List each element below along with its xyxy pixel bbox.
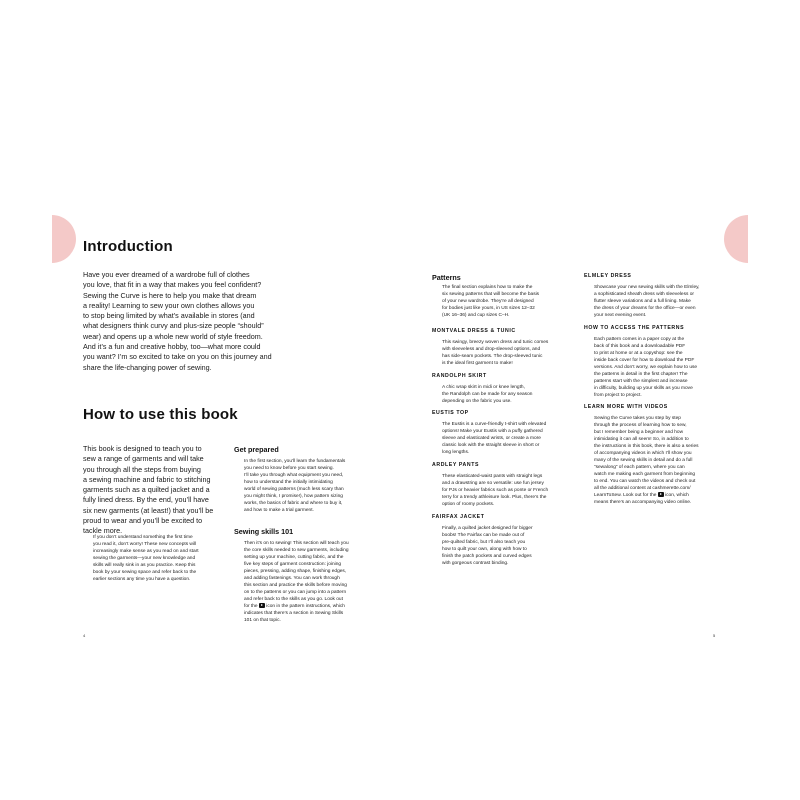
- ardley-text: [442, 473, 577, 508]
- eustis-text: [442, 421, 577, 456]
- video-play-icon: [658, 492, 664, 497]
- text-line: you read it, don’t worry! These new concepts will: [93, 542, 197, 547]
- patterns-text: [442, 284, 577, 319]
- text-line: increasingly make sense as you read on and start: [93, 549, 199, 554]
- text-line: patterns start with the simplest and increase: [594, 379, 688, 384]
- montvale-text: [442, 339, 577, 367]
- get-prepared-text: [244, 458, 364, 514]
- learn-videos-text: Sewing the Curve takes you step by step through the process of learning how to sew, but I remember being a beginner and how intimidating it can all seem! So, in addition to the instructions in this book, there is also a series of accompanying videos in which I’ll show you many of the sewing skills in detail and do a full “sewalong” of each pattern, where you can watch me making each garment from beginning to end. You can watch the videos and check out all the additional content at cashmerette.com/ LearnToSew. Look out for the icon, which means there’s an accompanying video online.: [594, 416, 699, 505]
- text-line: inside back cover for how to download the PDF: [594, 358, 695, 363]
- text-line: (UK 16–36) and cup sizes C–H.: [442, 313, 510, 318]
- eustis-heading: EUSTIS TOP: [432, 410, 469, 416]
- text-line: with gorgeous contrast binding.: [442, 561, 509, 566]
- text-line: The final section explains how to make the: [442, 285, 533, 290]
- text-line: The Eustis is a curve-friendly t-shirt with elevated: [442, 422, 547, 427]
- text-line: option of roomy pockets.: [442, 502, 495, 507]
- text-line: share the life-changing power of sewing.: [83, 362, 212, 372]
- text-line: flutter sleeve variations and a full lining. Make: [594, 299, 691, 304]
- fairfax-heading: FAIRFAX JACKET: [432, 514, 485, 520]
- montvale-heading: MONTVALE DRESS & TUNIC: [432, 328, 516, 334]
- text-line: for PJs or heavier fabrics such as ponte or French: [442, 488, 549, 493]
- text-line: tackle more.: [83, 526, 123, 536]
- text-line: terry for a trendy athleisure look. Plus, there’s the: [442, 495, 547, 500]
- left-page-number: 4: [83, 633, 86, 638]
- text-line: your next evening event.: [594, 313, 647, 318]
- text-line: a reality! Learning to sew your own clothes allows you: [83, 300, 255, 310]
- text-line: skills will really sink in as you practice. Keep this: [93, 563, 196, 568]
- text-line: you want? I’m so excited to take on you on this journey and: [83, 352, 272, 362]
- text-line: classic look with the straight sleeve in short or: [442, 443, 540, 448]
- skills-ref-icon: [259, 603, 265, 608]
- access-patterns-text: [594, 336, 729, 399]
- text-line: long lengths.: [442, 450, 470, 455]
- patterns-heading: Patterns: [432, 273, 461, 282]
- text-line: book by your sewing space and refer back to the: [93, 570, 197, 575]
- text-line: for bodies just like yours, in US sizes 12–32: [442, 306, 535, 311]
- text-line: Showcase your new sewing skills with the Elmley,: [594, 285, 700, 290]
- learn-videos-heading: LEARN MORE WITH VIDEOS: [584, 404, 668, 410]
- text-line: Have you ever dreamed of a wardrobe full of clothes: [83, 270, 250, 279]
- text-line: the Randolph can be made for any season: [442, 392, 533, 397]
- text-line: A chic wrap skirt in midi or knee length,: [442, 385, 525, 390]
- text-line: six sewing patterns that will become the basis: [442, 292, 540, 297]
- text-line: Sewing the Curve is here to help you make that dream: [83, 290, 257, 300]
- access-patterns-heading: HOW TO ACCESS THE PATTERNS: [584, 325, 685, 331]
- text-line: and how to make a trial garment.: [244, 508, 314, 513]
- text-line: proud to wear and you’ll be excited to: [83, 516, 203, 526]
- elmley-heading: ELMLEY DRESS: [584, 273, 632, 279]
- text-line: the patterns in detail in the first chapter! The: [594, 372, 688, 377]
- text-line: what designers think curvy and plus-size people “should”: [83, 321, 264, 331]
- text-line: in difficulty, building up your skills as you move: [594, 386, 693, 391]
- text-line: This book is designed to teach you to: [83, 444, 202, 453]
- text-line: a sophisticated sheath dress with sleeveless or: [594, 292, 694, 297]
- introduction-heading: Introduction: [83, 238, 173, 255]
- text-line: you need to know before you start sewing.: [244, 466, 334, 471]
- text-line: you through all the steps from buying: [83, 464, 201, 474]
- text-line: sewing the garments—your new knowledge and: [93, 556, 196, 561]
- text-line: from project to project.: [594, 393, 642, 398]
- text-line: options! Make your Eustis with a puffy gathered: [442, 429, 543, 434]
- get-prepared-heading: Get prepared: [234, 445, 279, 454]
- text-line: how to quilt your own, along with how to: [442, 547, 527, 552]
- text-line: boobs! The Fairfax can be made out of: [442, 533, 525, 538]
- text-line: and a drawstring are so versatile: use fun jersey: [442, 481, 544, 486]
- text-line: a sewing machine and fabric to stitching: [83, 474, 211, 484]
- text-line: finish the patch pockets and curved edges: [442, 554, 532, 559]
- text-line: you love, that fit in a way that makes you feel confident?: [83, 280, 262, 290]
- text-line: with sleeveless and drop-sleeved options, and: [442, 347, 541, 352]
- text-line: back of this book and a downloadable PDF: [594, 344, 686, 349]
- introduction-text: [83, 270, 315, 373]
- text-line: versions. And don’t worry, we explain how to use: [594, 365, 698, 370]
- sewing-skills-text: Then it’s on to sewing! This section will teach you the core skills needed to sew garments, including setting up your machine, cutting fabric, and the five key steps of garment construction: joining pieces, pressing, adding shape, finishing edges, and adding fastenings. You can work through this section and practice the skills before moving on to the patterns or you can jump into a pattern and refer back to the skills as you go. Look out for the icon in the pattern instructions, which indicates that there’s a section in Sewing Skills 101 on that topic.: [244, 541, 349, 623]
- text-line: This swingy, breezy woven dress and tunic comes: [442, 340, 549, 345]
- text-line: world of sewing patterns (much less scary than: [244, 487, 344, 492]
- right-page-number: 5: [713, 633, 716, 638]
- text-line: of your new wardrobe. They’re all designed: [442, 299, 534, 304]
- text-line: And it’s a fun and creative hobby, too—what more could: [83, 342, 261, 352]
- how-to-use-text: [83, 444, 218, 537]
- text-line: sew a range of garments and will take: [83, 454, 204, 464]
- text-line: sleeve and elasticated wrists, or create a more: [442, 436, 541, 441]
- reassurance-paragraph: [93, 534, 233, 583]
- text-line: to print at home or at a copyshop: see the: [594, 351, 683, 356]
- text-line: how to understand the initially intimidating: [244, 480, 333, 485]
- text-line: works, the basics of fabric and where to buy it,: [244, 501, 343, 506]
- sewing-skills-heading: Sewing skills 101: [234, 527, 294, 536]
- elmley-text: [594, 284, 729, 319]
- randolph-text: [442, 384, 577, 405]
- fairfax-text: [442, 525, 577, 567]
- text-line: If you don’t understand something the first time: [93, 535, 193, 540]
- text-line: to stop being limited by what’s available in stores (and: [83, 311, 255, 321]
- left-chapter-tab: [52, 215, 76, 263]
- text-line: earlier sections any time you have a question.: [93, 577, 191, 582]
- text-line: depending on the fabric you use.: [442, 399, 512, 404]
- text-line: you might think, I promise!), how pattern sizing: [244, 494, 343, 499]
- text-line: wear) and opens up a whole new world of style freedom.: [83, 331, 263, 341]
- text-line: These elasticated-waist pants with straight legs: [442, 474, 543, 479]
- text-line: Finally, a quilted jacket designed for bigger: [442, 526, 533, 531]
- right-chapter-tab: [724, 215, 748, 263]
- text-line: Each pattern comes in a paper copy at the: [594, 337, 685, 342]
- randolph-heading: RANDOLPH SKIRT: [432, 373, 487, 379]
- text-line: the dress of your dreams for the office—or even: [594, 306, 696, 311]
- how-to-use-heading: How to use this book: [83, 406, 238, 423]
- text-line: In the first section, you’ll learn the fundamentals: [244, 459, 346, 464]
- text-line: fully lined dress. By the end, you’ll have: [83, 495, 209, 505]
- ardley-heading: ARDLEY PANTS: [432, 462, 480, 468]
- text-line: garments such as a quilted jacket and a: [83, 485, 210, 495]
- text-line: six new garments (at least!) that you’ll be: [83, 505, 214, 515]
- text-line: has side-seam pockets. The drop-sleeved tunic: [442, 354, 543, 359]
- text-line: pre-quilted fabric, but I’ll also teach you: [442, 540, 526, 545]
- text-line: I’ll take you through what equipment you need,: [244, 473, 344, 478]
- text-line: is the ideal first garment to make!: [442, 361, 513, 366]
